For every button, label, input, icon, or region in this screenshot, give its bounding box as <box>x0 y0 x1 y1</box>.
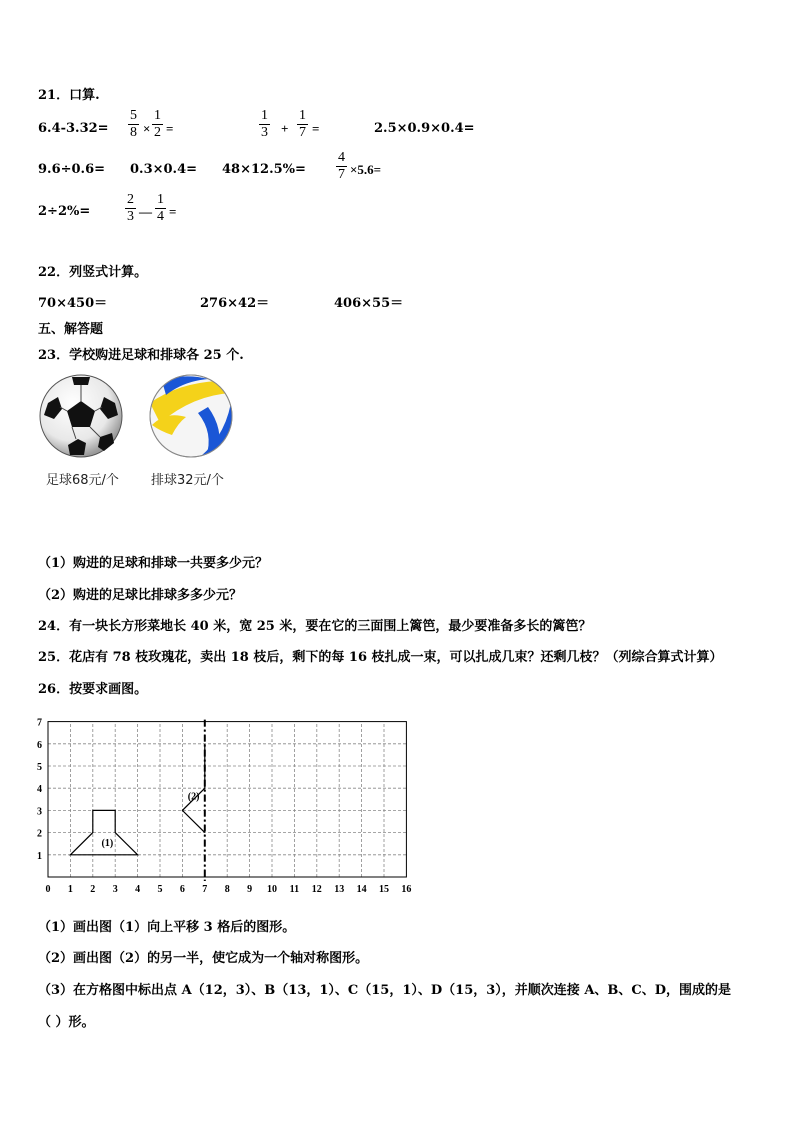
y-tick-label: 6 <box>37 739 42 751</box>
q21-item-d: 2.5×0.9×0.4= <box>374 121 475 136</box>
denominator: 7 <box>338 167 345 182</box>
volleyball-icon <box>148 373 234 459</box>
q21-title: 21．口算. <box>38 88 100 103</box>
q26-sub3-line1: （3）在方格图中标出点 A（12，3）、B（13，1）、C（15，1）、D（15，3），并顺次连接 A、B、C、D，围成的是 <box>38 983 732 998</box>
q21-item-g: 48×12.5%= <box>222 162 306 177</box>
q22-item-1: 70×450＝ <box>38 296 108 311</box>
y-tick-label: 7 <box>37 717 42 729</box>
q21-item-a: 6.4-3.32= <box>38 121 109 136</box>
denominator: 4 <box>157 209 164 224</box>
x-tick-label: 5 <box>157 884 163 895</box>
x-tick-label: 9 <box>247 884 253 895</box>
q21-item-h-rest: ×5.6= <box>350 162 382 177</box>
numerator: 4 <box>338 150 345 165</box>
numerator: 1 <box>157 192 164 207</box>
q21-item-j-frac1 <box>125 192 136 225</box>
q23-sub1: （1）购进的足球和排球一共要多少元？ <box>38 556 269 571</box>
y-tick-label: 4 <box>37 784 42 796</box>
q25-text: 25．花店有 78 枝玫瑰花，卖出 18 枝后，剩下的每 16 枝扎成一束，可以扎成几束？还剩几枝？（列综合算式计算） <box>38 650 723 665</box>
equals-sign: = <box>169 204 177 219</box>
q21-item-c-frac1 <box>259 108 270 141</box>
q23-title: 23．学校购进足球和排球各 25 个. <box>38 348 244 363</box>
q22-item-3: 406×55＝ <box>334 296 404 311</box>
equals-sign: = <box>312 121 320 136</box>
x-tick-label: 10 <box>267 884 277 895</box>
x-tick-label: 6 <box>179 884 185 895</box>
minus-sign: — <box>139 204 152 219</box>
q21-item-e: 9.6÷0.6= <box>38 162 106 177</box>
shape-2-label: (2) <box>187 791 200 803</box>
y-tick-label: 1 <box>37 850 42 862</box>
x-tick-label: 4 <box>135 884 141 895</box>
soccer-price-label: 足球68元/个 <box>46 473 119 488</box>
x-tick-label: 0 <box>45 884 51 895</box>
q21-item-b-frac2 <box>152 108 163 141</box>
q21-item-f: 0.3×0.4= <box>130 162 198 177</box>
q21-item-j-frac2 <box>155 192 166 225</box>
numerator: 2 <box>127 192 134 207</box>
x-tick-label: 11 <box>289 884 300 895</box>
equals-sign: = <box>166 121 174 136</box>
numerator: 1 <box>261 108 268 123</box>
denominator: 7 <box>299 125 306 140</box>
numerator: 1 <box>154 108 161 123</box>
q21-item-c-frac2 <box>297 108 308 141</box>
q26-sub1: （1）画出图（1）向上平移 3 格后的图形。 <box>38 920 296 935</box>
q22-title: 22．列竖式计算。 <box>38 265 148 280</box>
numerator: 5 <box>130 108 137 123</box>
q24-text: 24．有一块长方形菜地长 40 米，宽 25 米，要在它的三面围上篱笆，最少要准备多长的篱笆？ <box>38 619 592 634</box>
section-title: 五、解答题 <box>38 322 104 337</box>
denominator: 3 <box>261 125 268 140</box>
q23-sub2: （2）购进的足球比排球多多少元？ <box>38 588 243 603</box>
q21-item-b-frac1 <box>128 108 139 141</box>
y-tick-label: 5 <box>37 762 42 773</box>
soccer-ball-icon <box>38 373 124 459</box>
x-tick-label: 2 <box>90 884 96 895</box>
x-tick-label: 1 <box>67 884 73 895</box>
volleyball-price-label: 排球32元/个 <box>151 473 224 488</box>
x-tick-label: 12 <box>311 884 322 895</box>
plus-sign: + <box>281 121 289 136</box>
x-tick-label: 14 <box>356 884 367 895</box>
q26-sub2: （2）画出图（2）的另一半，使它成为一个轴对称图形。 <box>38 951 369 966</box>
q26-sub3-line2: （ ）形。 <box>38 1015 95 1030</box>
x-tick-label: 15 <box>379 884 389 895</box>
denominator: 2 <box>154 125 161 140</box>
x-tick-label: 8 <box>224 884 230 895</box>
coordinate-grid <box>30 710 430 896</box>
shape-1-label: (1) <box>101 837 114 849</box>
x-tick-label: 3 <box>112 884 118 895</box>
times-sign: × <box>143 121 151 136</box>
x-tick-label: 13 <box>334 884 345 895</box>
q22-item-2: 276×42＝ <box>200 296 270 311</box>
q26-title: 26．按要求画图。 <box>38 682 148 697</box>
q21-item-i: 2÷2%= <box>38 204 91 219</box>
x-tick-label: 7 <box>202 884 208 895</box>
q21-item-h-frac <box>336 150 347 183</box>
denominator: 3 <box>127 209 134 224</box>
denominator: 8 <box>130 125 137 140</box>
x-tick-label: 16 <box>401 884 412 895</box>
y-tick-label: 3 <box>37 806 42 818</box>
numerator: 1 <box>299 108 306 123</box>
y-tick-label: 2 <box>37 828 42 840</box>
